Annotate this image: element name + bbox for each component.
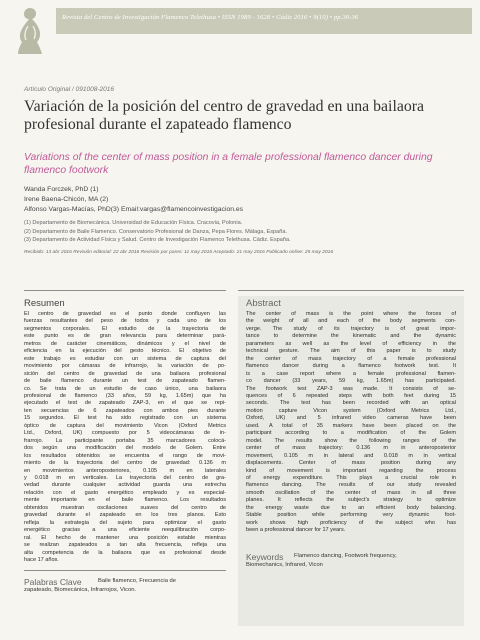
text-line: vedad durante cualquier actividad guarda una estrecha (24, 482, 226, 489)
text-line: El centro de gravedad es el punto donde confluyen las (24, 311, 226, 317)
affiliation: (2) Departamento de Baile Flamenco. Conservatorio Profesional de Danza, Pepa Flores. Málaga, España. (24, 228, 288, 235)
text-line: energético gracias a una eficiente reequilibración corpo- (24, 527, 226, 534)
text-line: center of mass trajectory: 0.136 m in anteroposterior (246, 445, 456, 452)
section-divider (24, 290, 226, 291)
text-line: used. A total of 35 markers have been placed on the (246, 422, 456, 429)
text-line: participant according to a modification of the Golem (246, 430, 456, 437)
text-line: verge. The study of its trajectory is of great impor- (246, 325, 456, 332)
author: Wanda Forczek, PhD (1) (24, 186, 99, 193)
text-line: fuerzas resultantes del peso de todos y cada uno de los (24, 318, 226, 325)
text-line: motion capture Vicon system (Oxford Metrics Ltd., (246, 407, 456, 414)
text-line: óptico de captura del movimiento Vicon (Oxford Metrics (24, 422, 226, 429)
text-line: este trabajo es estudiar con un sistema de captura del (24, 355, 226, 362)
text-line: technical gesture. The aim of this paper is to study (246, 348, 456, 355)
author-list (24, 186, 464, 216)
text-line: planes. It reflects the subject's strategy to optimize (246, 497, 456, 504)
keywords-line: Flamenco dancing, Footwork frequency, (294, 553, 397, 559)
text-line: obtenidos muestran oscilaciones suaves del centro de (24, 504, 226, 511)
text-line: the weight of all and each of the body segments con- (246, 318, 456, 325)
dancer-logo-icon (8, 4, 52, 56)
title-english: Variations of the center of mass position in a female professional flamenco dancer during flamenco footwork (24, 152, 433, 176)
author: Irene Baena-Chicón, MA (2) (24, 196, 109, 203)
title-spanish: Variación de la posición del centro de gravedad en una bailaora profesional durante el zapateado flamenco (24, 98, 425, 133)
keywords-line: Biomechanics, Infrared, Vicon (246, 562, 323, 568)
text-line: de baile flamenco durante un test de zapateado flamen- (24, 378, 226, 385)
text-line: en movimientos anteroposteriores, 0.105 m en laterales (24, 467, 226, 474)
text-line: 15 segundos. El test ha sido registrado con un sistema (24, 415, 226, 422)
journal-citation: Revista del Centro de Investigación Flamenco Telethusa • ISSN 1989 - 1628 • Cádiz 2016 • 9(10) • pp.30-36 (62, 14, 359, 21)
text-line: dos según una modificación del modelo de Golem. Entre (24, 445, 226, 452)
text-line: frarrojo. La participante portaba 35 marcadores colocá- (24, 437, 226, 444)
palabras-clave-line: zapateado, Biomecánica, Infrarrojos, Vicon. (24, 587, 137, 593)
text-line: The footwork test ZAP-3 was made. It consists of se- (246, 385, 456, 392)
text-line: seconds. The test has been recorded with an optical (246, 400, 456, 407)
palabras-clave-line: Baile flamenco, Frecuencia de (98, 578, 176, 584)
text-line: hace 17 años. (24, 556, 59, 563)
text-line: parameters as well as the level of efficiency in the (246, 340, 456, 347)
text-line: movimiento por cámaras de infrarrojo, la variación de po- (24, 363, 226, 370)
text-line: of energy expenditure. This plays a crucial role in (246, 474, 456, 481)
text-line: refleja la estrategia del sujeto para optimizar el gasto (24, 519, 226, 526)
text-line: este punto es de gran relevancia para determinar pará- (24, 333, 226, 340)
article-dates: Recibido: 13 abr 2016 Revisión editorial: 22 abr 2016 Revisión por pares: 11 may 2016 Aceptado: 21 may 2016 Publicado online: 25 may 2016 (24, 250, 334, 255)
text-line: the center of mass trajectory of a female professional (246, 355, 456, 362)
section-divider (24, 570, 226, 571)
text-line: been a professional dancer for 17 years. (246, 527, 346, 534)
text-line: displacements. Center of mass position during any (246, 460, 456, 467)
text-line: work shows high proficiency of the subject who has (246, 519, 456, 526)
text-line: tance to determine the kinematic and the dynamic (246, 333, 456, 340)
resumen-body (24, 311, 226, 564)
journal-header-bar (56, 8, 472, 34)
abstract-heading: Abstract (246, 298, 281, 309)
text-line: kind of movement is important regarding the process (246, 467, 456, 474)
text-line: is a case report where a female professional flamen- (246, 370, 456, 377)
text-line: mente importante en el baile flamenco. Los resultados (24, 497, 226, 504)
text-line: y 0.018 m en verticales. La trayectoria del centro de gra- (24, 474, 226, 481)
text-line: metros de carácter cinemáticos, dinámicos y el nivel de (24, 340, 226, 347)
text-line: se realizan zapateados a tan alta frecuencia, refleja una (24, 542, 226, 549)
text-line: ten secuencias de 6 zapateados con ambos pies durante (24, 407, 226, 414)
affiliation: (1) Departamento de Biomecánica. Universidad de Educación Física. Cracovia, Polonia. (24, 220, 243, 226)
text-line: Ltd., Oxford, UK) compuesto por 5 videocámaras de in- (24, 430, 226, 437)
text-line: The center of mass is the point where the forces of (246, 311, 456, 317)
text-line: Oxford, UK) and 5 infrared video cameras have been (246, 415, 456, 422)
text-line: flamenco dancing. The results of our study revealed (246, 482, 456, 489)
text-line: flamenco dancer during a flamenco footwork test. It (246, 363, 456, 370)
keywords-label: Keywords (246, 552, 284, 562)
text-line: los resultados obtenidos se encuentra el rango de movi- (24, 452, 226, 459)
resumen-heading: Resumen (24, 298, 65, 309)
section-divider (238, 290, 464, 291)
text-line: ejecutado el test de zapateado ZAP-3, en el que se repi- (24, 400, 226, 407)
text-line: miento de la trayectoria del centro de gravedad: 0.136 m (24, 460, 226, 467)
affiliation: (3) Departamento de Actividad Física y Salud. Centro de Investigación Flamenco Telethusa. Cádiz. España. (24, 237, 291, 244)
author: Alfonso Vargas-Macías, PhD(3) Email:vargas@flamencoinvestigacion.es (24, 206, 244, 213)
text-line: ral. El hecho de mantener una posición estable mientras (24, 534, 226, 541)
text-line: movement, 0.105 m in lateral and 0.018 m in vertical (246, 452, 456, 459)
affiliation-list (24, 220, 464, 246)
palabras-clave-label: Palabras Clave (24, 577, 82, 587)
text-line: sición del centro de gravedad de una bailaora profesional (24, 370, 226, 377)
text-line: model. The results show the following ranges of the (246, 437, 456, 444)
text-line: Stable position while performing very dynamic foot- (246, 512, 456, 519)
abstract-body (246, 311, 456, 535)
text-line: profesional de flamenco (33 años, 59 kg, 1.65m) que ha (24, 392, 226, 399)
text-line: co. Se trata de un estudio de caso único, una bailaora (24, 385, 226, 392)
text-line: alta competencia de la bailaora que es profesional desde (24, 549, 226, 556)
text-line: quences of 6 repeated steps with both feet during 15 (246, 392, 456, 399)
article-type: Artículo Original / 091008-2016 (24, 86, 114, 93)
text-line: co dancer (33 years, 59 kg, 1.65m) has participated. (246, 378, 456, 385)
text-line: the energy waste due to an efficient body balancing. (246, 504, 456, 511)
text-line: smooth oscillation of the center of mass in all three (246, 489, 456, 496)
text-line: eficiencia en la ejecución del gesto técnico. El objetivo de (24, 348, 226, 355)
text-line: segmentos corporales. El estudio de la trayectoria de (24, 325, 226, 332)
text-line: gravedad durante el zapateado en los tres planos. Esto (24, 512, 226, 519)
text-line: relación con el gasto energético empleado y es especial- (24, 489, 226, 496)
